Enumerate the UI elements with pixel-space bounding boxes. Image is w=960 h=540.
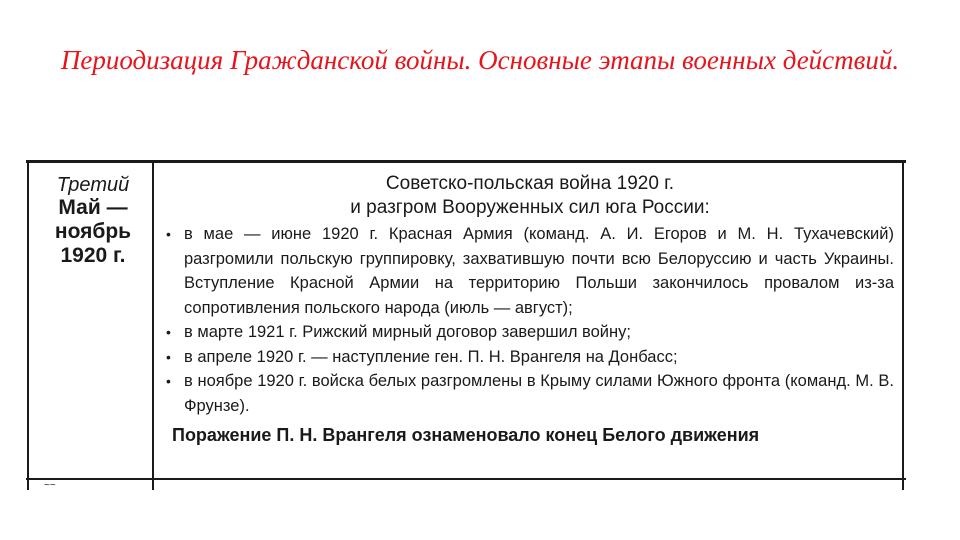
table-top-rule bbox=[26, 160, 906, 163]
list-item bbox=[166, 222, 894, 320]
conclusion-text: Поражение П. Н. Врангеля ознаменовало конец Белого движения bbox=[172, 425, 760, 445]
periodization-table bbox=[26, 160, 906, 490]
period-cell bbox=[38, 174, 148, 268]
event-text: в апреле 1920 г. — наступление ген. П. Н. Врангеля на Донбасс; bbox=[184, 347, 678, 366]
event-text: в мае — июне 1920 г. Красная Армия (команд. А. И. Егоров и М. Н. Тухачевский) разгромили польскую группировку, захватившую почти всю Белоруссию и часть Украины. Вступление Красной Армии на территорию Польши закончилось провалом из-за сопротивления польского народа (июль — август); bbox=[184, 225, 894, 317]
bullet-icon: • bbox=[166, 373, 171, 389]
list-item bbox=[166, 320, 894, 345]
event-text: в ноябре 1920 г. войска белых разгромлены в Крыму силами Южного фронта (команд. М. В. Фрунзе). bbox=[184, 372, 894, 415]
list-item bbox=[166, 345, 894, 370]
table-row-separator bbox=[26, 478, 906, 480]
period-dates-line2: ноябрь bbox=[54, 220, 132, 243]
period-dates-line3: 1920 г. bbox=[60, 244, 126, 267]
table-column-divider bbox=[152, 160, 154, 490]
slide-title: Периодизация Гражданской войны. Основные этапы военных действий. bbox=[60, 45, 900, 75]
events-list bbox=[166, 222, 894, 418]
bullet-icon: • bbox=[166, 324, 171, 340]
period-dates-line1: Май — bbox=[58, 196, 128, 219]
table-left-rule bbox=[27, 160, 29, 490]
events-heading-line1: Советско-польская война 1920 г. bbox=[385, 173, 675, 194]
event-text: в марте 1921 г. Рижский мирный договор завершил войну; bbox=[184, 323, 631, 341]
next-row-fragment: ~~ bbox=[44, 480, 56, 490]
bullet-icon: • bbox=[166, 226, 171, 242]
events-cell bbox=[166, 172, 894, 448]
period-label: Третий bbox=[56, 174, 130, 196]
list-item bbox=[166, 369, 894, 418]
table-right-rule bbox=[902, 160, 904, 490]
events-heading-line2: и разгром Вооруженных сил юга России: bbox=[350, 197, 710, 218]
bullet-icon: • bbox=[166, 348, 171, 365]
